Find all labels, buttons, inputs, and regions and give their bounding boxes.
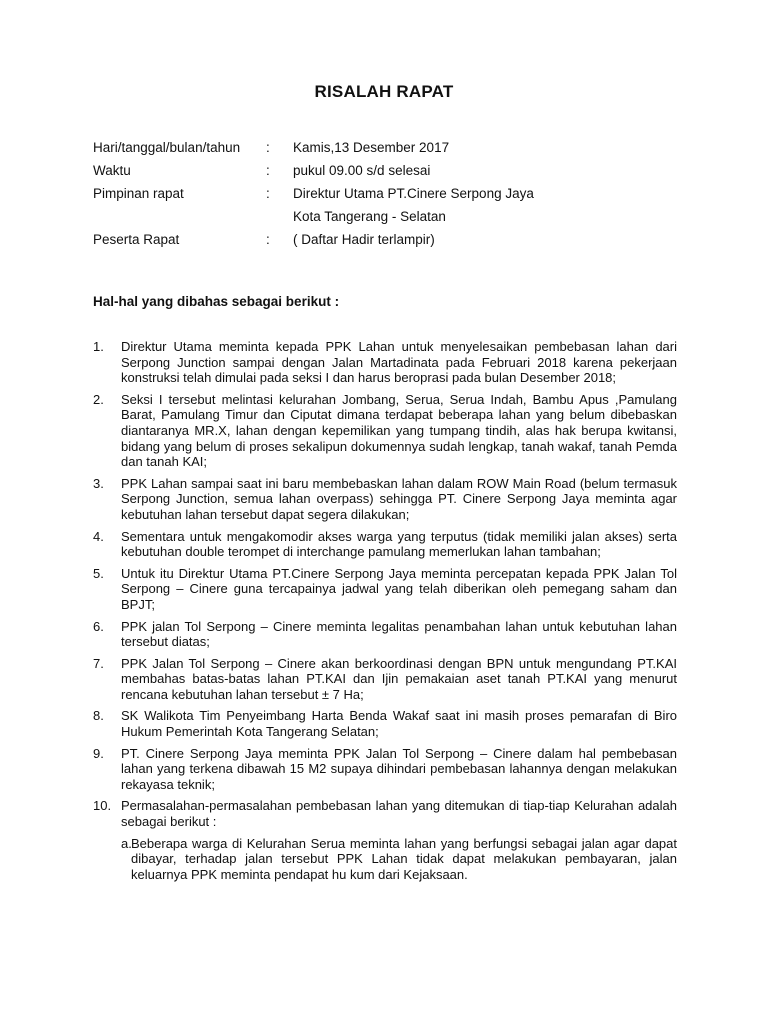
list-item [93, 529, 677, 560]
item-number: 2. [93, 391, 104, 407]
item-number: 10. [93, 798, 112, 814]
sub-item-text: Beberapa warga di Kelurahan Serua meminta lahan yang berfungsi sebagai jalan agar dapat dibayar, terhadap jalan tersebut PPK Lahan tidak dapat melakukan pembayaran, jalan keluarnya PPK meminta pendapat hu kum dari Kejaksaan. [131, 835, 677, 882]
meta-value: Kota Tangerang - Selatan [293, 209, 446, 224]
item-text: Seksi I tersebut melintasi kelurahan Jombang, Serua, Serua Indah, Bambu Apus ,Pamulang Barat, Pamulang Timur dan Ciputat dimana terdapat beberapa lahan yang belum dibebaskan diantaranya MR.X, lahan dengan kepemilikan yang tumpang tindih, alas hak berupa kwitansi, bidang yang belum di proses sekalipun dokumennya sudah lengkap, tanah wakaf, tanah Pemda dan tanah KAI; [121, 391, 677, 470]
item-text: PPK Jalan Tol Serpong – Cinere akan berkoordinasi dengan BPN untuk mengundang PT.KAI membahas batas-batas lahan PT.KAI dan Ijin pemakaian aset tanah PT.KAI yang menurut rencana kebutuhan lahan tersebut ± 7 Ha; [121, 655, 677, 702]
item-number: 1. [93, 339, 104, 354]
item-number: 5. [93, 565, 104, 581]
meta-colon: : [266, 186, 270, 201]
sub-list-item [93, 836, 677, 883]
section-heading: Hal-hal yang dibahas sebagai berikut : [93, 294, 340, 309]
list-item [93, 708, 677, 739]
item-text: SK Walikota Tim Penyeimbang Harta Benda Wakaf saat ini masih proses pemarafan di Biro Hukum Pemerintah Kota Tangerang Selatan; [121, 708, 677, 740]
item-text: Direktur Utama meminta kepada PPK Lahan untuk menyelesaikan pembebasan lahan dari Serpong Junction sampai dengan Jalan Martadinata pada Februari 2018 karena pekerjaan konstruksi telah dimulai pada seksi I dan harus beroprasi pada bulan Desember 2018; [121, 339, 677, 386]
meta-value: ( Daftar Hadir terlampir) [293, 232, 435, 247]
item-text: PPK jalan Tol Serpong – Cinere meminta legalitas penambahan lahan untuk kebutuhan lahan tersebut diatas; [121, 618, 677, 650]
item-text: Untuk itu Direktur Utama PT.Cinere Serpong Jaya meminta percepatan kepada PPK Jalan Tol Serpong – Cinere guna tercapainya jadwal yang telah diberikan oleh pemegang saham dan BPJT; [121, 565, 677, 612]
list-item [93, 339, 677, 386]
item-number: 4. [93, 528, 104, 544]
list-item [93, 746, 677, 793]
meta-label: Pimpinan rapat [93, 186, 184, 201]
meta-value: pukul 09.00 s/d selesai [293, 163, 431, 178]
sub-item-letter: a. [121, 835, 132, 851]
discussion-list [93, 339, 677, 882]
meta-label: Hari/tanggal/bulan/tahun [93, 140, 241, 155]
meta-colon: : [266, 163, 270, 178]
page-title: RISALAH RAPAT [314, 82, 454, 101]
list-item [93, 619, 677, 650]
list-item [93, 392, 677, 470]
item-number: 9. [93, 745, 104, 761]
item-text: PPK Lahan sampai saat ini baru membebaskan lahan dalam ROW Main Road (belum termasuk Serpong Junction, semua lahan overpass) sehingga PT. Cinere Serpong Jaya meminta agar kebutuhan lahan tersebut dapat segera dilakukan; [121, 475, 677, 522]
item-number: 8. [93, 708, 104, 724]
list-item [93, 476, 677, 523]
list-item [93, 566, 677, 613]
meta-value: Kamis,13 Desember 2017 [293, 140, 450, 155]
list-item [93, 798, 677, 829]
item-number: 6. [93, 618, 104, 634]
item-text: Sementara untuk mengakomodir akses warga yang terputus (tidak memiliki jalan akses) serta kebutuhan double terompet di interchange pamulang memerlukan lahan tambahan; [121, 528, 677, 560]
list-item [93, 656, 677, 703]
item-number: 7. [93, 655, 104, 671]
meta-colon: : [266, 232, 270, 247]
meta-label: Waktu [93, 163, 131, 178]
meta-value: Direktur Utama PT.Cinere Serpong Jaya [293, 186, 534, 201]
item-number: 3. [93, 475, 104, 491]
item-text: Permasalahan-permasalahan pembebasan lahan yang ditemukan di tiap-tiap Kelurahan adalah sebagai berikut : [121, 798, 677, 830]
meta-label: Peserta Rapat [93, 232, 180, 247]
meta-colon: : [266, 140, 270, 155]
item-text: PT. Cinere Serpong Jaya meminta PPK Jalan Tol Serpong – Cinere dalam hal pembebasan lahan yang terkena dibawah 15 M2 supaya dihindari pembebasan lahannya dengan melakukan rekayasa teknik; [121, 745, 677, 792]
